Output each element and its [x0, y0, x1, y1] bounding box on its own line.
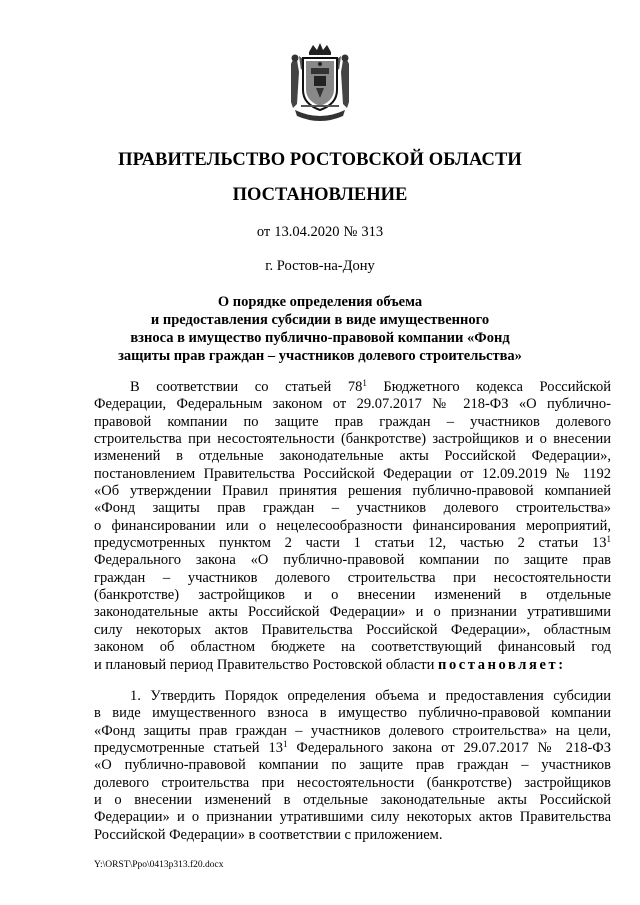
text-line: силу некоторых актов Правительства Российской Федерации», областным [94, 621, 611, 638]
text-line: постановлением Правительства Российской Федерации от 12.09.2019 № 1192 [94, 465, 611, 482]
text-span: предусмотренных пунктом 2 части 1 статьи 12, частью 2 статьи 13 [94, 535, 607, 552]
text-line: Российской Федерации» в соответствии с приложением. [94, 826, 443, 843]
government-title: ПРАВИТЕЛЬСТВО РОСТОВСКОЙ ОБЛАСТИ [118, 150, 522, 170]
text-line [94, 379, 611, 396]
text-line: 1. Утвердить Порядок определения объема и предоставления субсидии [130, 688, 611, 704]
clause-1-paragraph [94, 688, 611, 844]
text-span: В соответствии со статьей 78 [130, 379, 363, 395]
superscript: 1 [282, 739, 288, 750]
text-line [94, 740, 611, 757]
text-line: в виде имущественного взноса в имущество публично-правовой компании [94, 705, 611, 722]
text-line: Федерального закона «О публично-правовой компании по защите прав [94, 552, 611, 569]
preamble-paragraph [94, 379, 611, 674]
text-span: и плановый период Правительство Ростовской области [94, 656, 438, 673]
text-span: предусмотренные статьей 13 [94, 740, 283, 757]
footer-file-path: Y:\ORST\Ppo\0413p313.f20.docx [94, 860, 224, 870]
text-line: «О публично-правовой компании по защите прав граждан – участников [94, 757, 611, 774]
text-line: «Об утверждении Правил принятия решения публично-правовой компанией [94, 483, 611, 500]
superscript: 1 [362, 378, 367, 388]
document-date-line [0, 224, 640, 241]
text-line: правовой компании по защите прав граждан – участников долевого [94, 413, 611, 430]
text-line: долевого строительства при несостоятельности (банкротстве) застройщиков [94, 774, 611, 791]
text-line [94, 657, 611, 674]
text-line: «Фонд защиты прав граждан – участников долевого строительства» на цели, [94, 722, 611, 739]
number-sign: № [343, 224, 358, 240]
document-place: г. Ростов-на-Дону [265, 258, 375, 274]
text-span: Федерального закона от 29.07.2017 № 218-ФЗ [287, 740, 611, 757]
document-type: ПОСТАНОВЛЕНИЕ [232, 185, 408, 205]
text-line: Федерации, Федеральным законом от 29.07.2017 № 218-ФЗ «О публично- [94, 396, 611, 413]
text-line: и о внесении изменений в отдельные законодательные акты Российской [94, 792, 611, 809]
text-line: о финансировании или о нецелесообразности финансирования мероприятий, [94, 517, 611, 534]
text-line: Федерации» и о признании утратившими силу некоторых актов Правительства [94, 809, 611, 826]
text-line: изменений в отдельные законодательные акты Российской Федерации», [94, 448, 611, 465]
document-number: 313 [361, 224, 384, 240]
subject-line: взноса в имущество публично-правовой компании «Фонд [130, 330, 510, 346]
subject-line: О порядке определения объема [217, 294, 423, 310]
text-line: «Фонд защиты прав граждан – участников долевого строительства» [94, 500, 611, 517]
text-span: Бюджетного кодекса Российской [366, 379, 611, 395]
text-line: строительства при несостоятельности (банкротстве) застройщиков и о внесении [94, 431, 611, 448]
document-date: 13.04.2020 [274, 224, 340, 240]
date-prefix: от [256, 224, 271, 240]
text-line: граждан – участников долевого строительства при несостоятельности [94, 569, 611, 586]
text-line: (банкротстве) застройщиков и о внесении изменений в отдельные [94, 587, 611, 604]
decree-word: постановляет: [438, 656, 566, 673]
document-subject [80, 293, 560, 365]
text-line: законодательные акты Российской Федерации» и о признании утратившими [94, 604, 611, 621]
subject-line: защиты прав граждан – участников долевого строительства» [118, 348, 522, 364]
text-line: законом об областном бюджете на соответствующий финансовый год [94, 639, 611, 656]
superscript: 1 [606, 534, 611, 545]
coat-of-arms-icon [287, 42, 353, 124]
text-line [94, 535, 611, 552]
subject-line: и предоставления субсидии в виде имущественного [150, 312, 490, 328]
